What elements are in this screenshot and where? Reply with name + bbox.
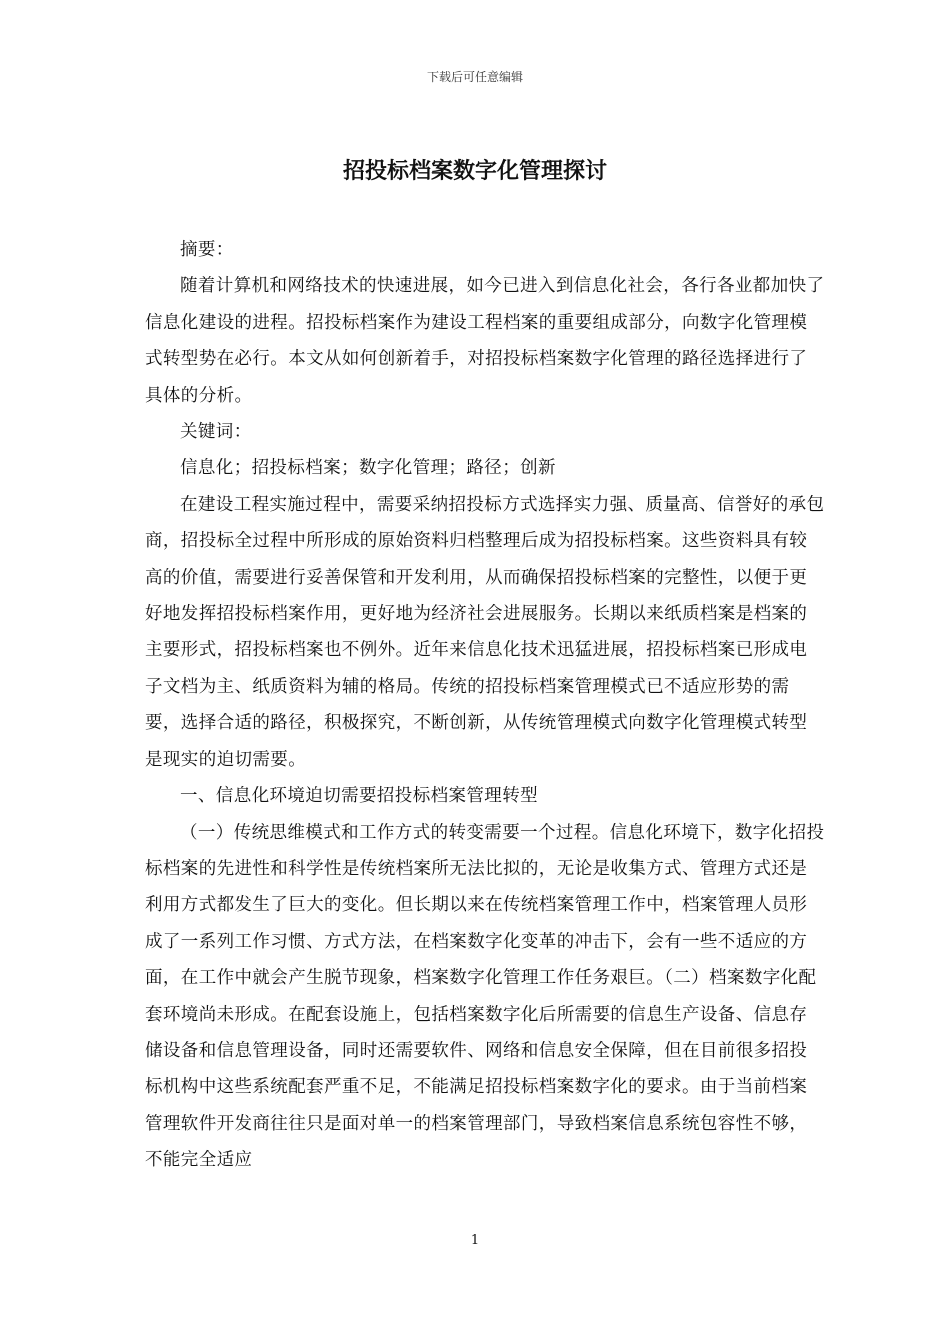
abstract-paragraph: 随着计算机和网络技术的快速进展，如今已进入到信息化社会，各行各业都加快了信息化建设的进程。招投标档案作为建设工程档案的重要组成部分，向数字化管理模式转型势在必行。本文从如何创新着手，对招投标档案数字化管理的路径选择进行了具体的分析。 bbox=[145, 276, 825, 406]
abstract-label: 摘要： bbox=[180, 240, 234, 260]
page-number: 1 bbox=[470, 1233, 480, 1248]
intro-paragraph: 在建设工程实施过程中，需要采纳招投标方式选择实力强、质量高、信誉好的承包商，招投标全过程中所形成的原始资料归档整理后成为招投标档案。这些资料具有较高的价值，需要进行妥善保管和开发利用，从而确保招投标档案的完整性，以便于更好地发挥招投标档案作用，更好地为经济社会进展服务。长期以来纸质档案是档案的主要形式，招投标档案也不例外。近年来信息化技术迅猛进展，招投标档案已形成电子文档为主、纸质资料为辅的格局。传统的招投标档案管理模式已不适应形势的需要，选择合适的路径，积极探究，不断创新，从传统管理模式向数字化管理模式转型是现实的迫切需要。 bbox=[145, 494, 825, 770]
keywords-label: 关键词： bbox=[180, 422, 252, 443]
document-title: 招投标档案数字化管理探讨 bbox=[342, 158, 607, 184]
page-header-note: 下载后可任意编辑 bbox=[426, 70, 523, 84]
document-body bbox=[145, 232, 825, 1179]
section-heading: 一、信息化环境迫切需要招投标档案管理转型 bbox=[180, 786, 538, 807]
keywords-paragraph: 信息化；招投标档案；数字化管理；路径；创新 bbox=[180, 458, 556, 479]
section-paragraph: （一）传统思维模式和工作方式的转变需要一个过程。信息化环境下，数字化招投标档案的先进性和科学性是传统档案所无法比拟的，无论是收集方式、管理方式还是利用方式都发生了巨大的变化。但长期以来在传统档案管理工作中，档案管理人员形成了一系列工作习惯、方式方法，在档案数字化变革的冲击下，会有一些不适应的方面，在工作中就会产生脱节现象，档案数字化管理工作任务艰巨。（二）档案数字化配套环境尚未形成。在配套设施上，包括档案数字化后所需要的信息生产设备、信息存储设备和信息管理设备，同时还需要软件、网络和信息安全保障，但在目前很多招投标机构中这些系统配套严重不足，不能满足招投标档案数字化的要求。由于当前档案管理软件开发商往往只是面对单一的档案管理部门，导致档案信息系统包容性不够，不能完全适应 bbox=[145, 822, 825, 1171]
